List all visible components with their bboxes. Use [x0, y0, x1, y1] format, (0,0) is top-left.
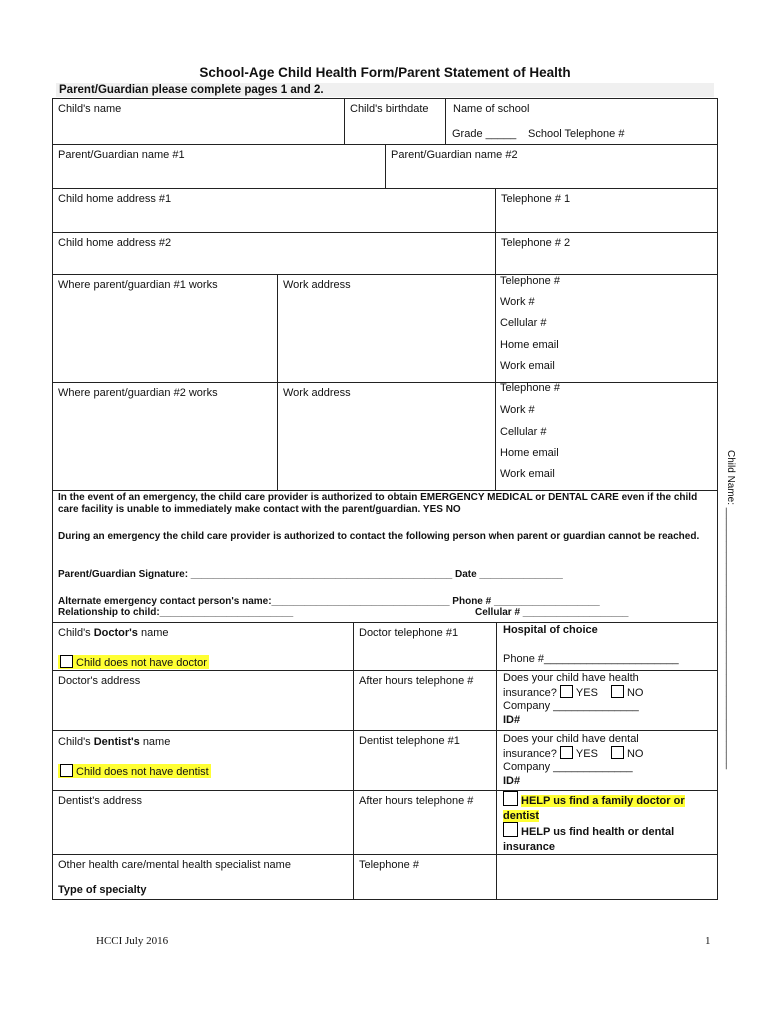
birthdate-label: Child's birthdate	[350, 103, 429, 115]
page-title: School-Age Child Health Form/Parent Statement of Health	[199, 65, 571, 80]
home-address1-label: Child home address #1	[58, 193, 172, 205]
dentist-telephone-field[interactable]	[353, 730, 496, 790]
dentist-telephone-label: Dentist telephone #1	[359, 735, 460, 747]
doctor-after-hours-field[interactable]	[353, 670, 496, 730]
specialist-telephone-field[interactable]	[353, 854, 496, 900]
g2-work-email-label: Work email	[500, 468, 555, 480]
dental-ins-id-label: ID#	[503, 775, 521, 787]
g2-cellular-label: Cellular #	[500, 426, 547, 438]
footer-left: HCCI July 2016	[96, 935, 169, 947]
childs-name-label: Child's name	[58, 103, 122, 115]
telephone2-label: Telephone # 2	[501, 237, 571, 249]
dentist-name-label: Child's Dentist's name	[58, 736, 171, 748]
g1-work-email-label: Work email	[500, 360, 555, 372]
guardian2-name-field[interactable]	[385, 144, 718, 188]
where-works1-field[interactable]	[52, 274, 277, 382]
childs-name-field[interactable]	[52, 98, 344, 144]
health-insurance-question: Does your child have health insurance? YES NO	[503, 672, 644, 699]
doctor-after-hours-label: After hours telephone #	[359, 675, 474, 687]
alt-contact-line[interactable]: Alternate emergency contact person's name:________________________________ Phone # ___________________	[58, 596, 600, 607]
specialist-label: Other health care/mental health specialist name	[58, 859, 291, 871]
g2-telephone-label: Telephone #	[500, 382, 560, 394]
specialist-telephone-label: Telephone #	[359, 859, 419, 871]
dental-ins-yes-checkbox[interactable]	[560, 746, 573, 759]
page-subtitle: Parent/Guardian please complete pages 1 and 2.	[56, 83, 714, 97]
where-works2-field[interactable]	[52, 382, 277, 490]
dentist-address-label: Dentist's address	[58, 795, 143, 807]
signature-line[interactable]: Parent/Guardian Signature: _______________________________________________ Date _______________	[58, 569, 563, 580]
g2-work-label: Work #	[500, 404, 535, 416]
g1-telephone-label: Telephone #	[500, 275, 560, 287]
dental-ins-company-label: Company _____________	[503, 761, 633, 773]
no-dentist-checkbox[interactable]	[60, 764, 73, 777]
health-ins-no-checkbox[interactable]	[611, 685, 624, 698]
help-find-doctor-option[interactable]: HELP us find a family doctor or dentist	[503, 791, 708, 824]
health-ins-company-label: Company ______________	[503, 700, 639, 712]
specialist-blank-cell	[496, 854, 718, 900]
health-ins-id-label: ID#	[503, 714, 521, 726]
birthdate-field[interactable]	[344, 98, 445, 144]
g1-home-email-label: Home email	[500, 339, 559, 351]
dentist-after-hours-label: After hours telephone #	[359, 795, 474, 807]
specialty-label: Type of specialty	[58, 884, 147, 896]
telephone2-field[interactable]	[495, 232, 718, 274]
no-doctor-checkbox[interactable]	[60, 655, 73, 668]
school-telephone-label: School Telephone #	[528, 128, 625, 140]
telephone1-label: Telephone # 1	[501, 193, 571, 205]
home-address2-field[interactable]	[52, 232, 495, 274]
dental-insurance-question: Does your child have dental insurance? YES NO	[503, 733, 644, 760]
hospital-phone-label: Phone #______________________	[503, 653, 679, 665]
grade-label: Grade _____	[452, 128, 517, 140]
home-address1-field[interactable]	[52, 188, 495, 232]
help-find-doctor-checkbox[interactable]	[503, 791, 518, 806]
child-name-sidebar[interactable]: Child Name: _______________________________________________	[725, 450, 736, 770]
help-find-insurance-option[interactable]: HELP us find health or dental insurance	[503, 822, 708, 855]
health-ins-yes-checkbox[interactable]	[560, 685, 573, 698]
school-label: Name of school	[453, 103, 530, 115]
alt-cellular-line[interactable]: Cellular # ___________________	[475, 607, 629, 618]
doctor-telephone-field[interactable]	[353, 622, 496, 670]
dental-ins-no-checkbox[interactable]	[611, 746, 624, 759]
emergency-contact-text: During an emergency the child care provider is authorized to contact the following person when parent or guardian cannot be reached.	[58, 531, 700, 542]
home-address2-label: Child home address #2	[58, 237, 172, 249]
dentist-address-field[interactable]	[52, 790, 353, 854]
doctor-name-label: Child's Doctor's name	[58, 627, 169, 639]
work-address2-label: Work address	[283, 387, 351, 399]
work-address1-label: Work address	[283, 279, 351, 291]
guardian1-name-field[interactable]	[52, 144, 385, 188]
work-address1-field[interactable]	[277, 274, 495, 382]
doctor-address-label: Doctor's address	[58, 675, 141, 687]
help-find-insurance-checkbox[interactable]	[503, 822, 518, 837]
g1-work-label: Work #	[500, 296, 535, 308]
g1-cellular-label: Cellular #	[500, 317, 547, 329]
guardian1-name-label: Parent/Guardian name #1	[58, 149, 185, 161]
where-works1-label: Where parent/guardian #1 works	[58, 279, 218, 291]
relationship-line[interactable]: Relationship to child:________________________	[58, 607, 294, 618]
no-dentist-option[interactable]: Child does not have dentist	[58, 764, 211, 778]
guardian2-name-label: Parent/Guardian name #2	[391, 149, 518, 161]
g2-home-email-label: Home email	[500, 447, 559, 459]
where-works2-label: Where parent/guardian #2 works	[58, 387, 218, 399]
hospital-label: Hospital of choice	[503, 624, 598, 636]
emergency-consent-text: In the event of an emergency, the child care provider is authorized to obtain EMERGENCY MEDICAL or DENTAL CARE even if the child care facility is unable to immediately make contact with the parent/guardian. YES NO	[58, 492, 698, 515]
dentist-after-hours-field[interactable]	[353, 790, 496, 854]
page-number: 1	[705, 935, 711, 947]
doctor-address-field[interactable]	[52, 670, 353, 730]
work-address2-field[interactable]	[277, 382, 495, 490]
telephone1-field[interactable]	[495, 188, 718, 232]
no-doctor-option[interactable]: Child does not have doctor	[58, 655, 209, 669]
doctor-telephone-label: Doctor telephone #1	[359, 627, 459, 639]
